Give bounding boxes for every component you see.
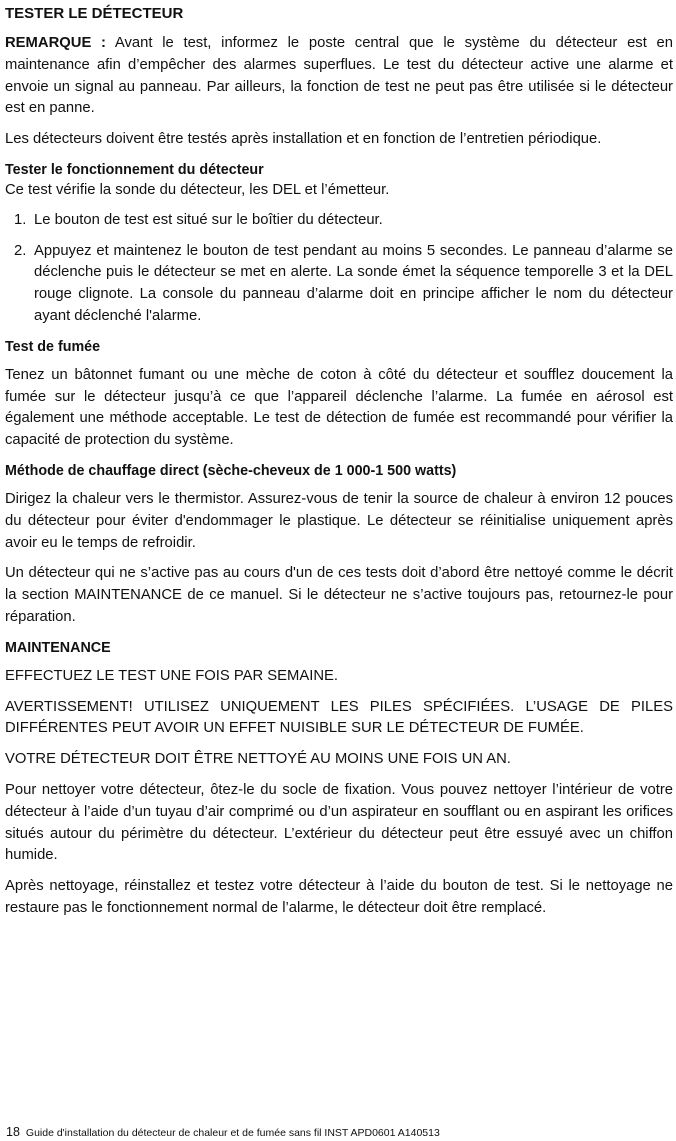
steps-list <box>5 210 673 328</box>
maintenance-yearly: VOTRE DÉTECTEUR DOIT ÊTRE NETTOYÉ AU MOINS UNE FOIS UN AN. <box>5 751 511 768</box>
heading-maintenance: MAINTENANCE <box>5 639 111 656</box>
heading-fonctionnement: Tester le fonctionnement du détecteur <box>5 161 264 178</box>
fonctionnement-lead: Ce test vérifie la sonde du détecteur, les DEL et l’émetteur. <box>5 181 390 198</box>
document-page <box>5 4 673 929</box>
list-item <box>5 210 673 232</box>
step-number: 1. <box>14 211 27 228</box>
remarque-label: REMARQUE : <box>5 35 106 51</box>
maintenance-weekly: EFFECTUEZ LE TEST UNE FOIS PAR SEMAINE. <box>5 667 338 684</box>
page-footer <box>6 1125 440 1140</box>
chauffage-paragraph: Dirigez la chaleur vers le thermistor. Assurez-vous de tenir la source de chaleur à environ 12 pouces du détecteur pour éviter d'endommager le plastique. Le détecteur se réinitialise uniquement après avoir eu le temps de refroidir. <box>5 490 673 551</box>
section-title-tester: TESTER LE DÉTECTEUR <box>5 5 184 22</box>
maintenance-after: Après nettoyage, réinstallez et testez votre détecteur à l’aide du bouton de test. Si le nettoyage ne restaure pas le fonctionnement normal de l’alarme, le détecteur doit être remplacé. <box>5 878 673 916</box>
fumee-paragraph: Tenez un bâtonnet fumant ou une mèche de coton à côté du détecteur et soufflez doucement la fumée sur le détecteur jusqu’à ce que l’appareil déclenche l’alarme. La fumée en aérosol est également une méthode acceptable. Le test de détection de fumée est recommandé pour vérifier la capacité de protection du système. <box>5 366 673 449</box>
footer-text: Guide d'installation du détecteur de chaleur et de fumée sans fil INST APD0601 A140513 <box>25 1127 440 1139</box>
maintenance-warning: AVERTISSEMENT! UTILISEZ UNIQUEMENT LES PILES SPÉCIFIÉES. L’USAGE DE PILES DIFFÉRENTES PEUT AVOIR UN EFFET NUISIBLE SUR LE DÉTECTEUR DE FUMÉE. <box>5 698 673 737</box>
step-text: Le bouton de test est situé sur le boîtier du détecteur. <box>34 211 383 228</box>
step-number: 2. <box>14 242 27 259</box>
remarque-text: Avant le test, informez le poste central que le système du détecteur est en maintenance afin d’empêcher des alarmes superflues. Le test du détecteur active une alarme et envoie un signal au panneau. Par ailleurs, la fonction de test ne peut pas être utilisée si le détecteur est en panne. <box>5 35 673 117</box>
intro-paragraph: Les détecteurs doivent être testés après installation et en fonction de l’entretien périodique. <box>5 131 602 148</box>
chauffage-followup: Un détecteur qui ne s’active pas au cours d'un de ces tests doit d’abord être nettoyé comme le décrit la section MAINTENANCE de ce manuel. Si le détecteur ne s’active toujours pas, retournez-le pour réparation. <box>5 565 673 625</box>
remarque-paragraph <box>5 33 673 120</box>
step-text: Appuyez et maintenez le bouton de test pendant au moins 5 secondes. Le panneau d’alarme se déclenche puis le détecteur se met en alerte. La sonde émet la séquence temporelle 3 et la DEL rouge clignote. La console du panneau d’alarme doit en principe afficher le nom du détecteur ayant déclenché l'alarme. <box>34 242 673 324</box>
list-item <box>5 241 673 328</box>
heading-chauffage: Méthode de chauffage direct (sèche-cheveux de 1 000-1 500 watts) <box>5 462 457 479</box>
maintenance-cleaning: Pour nettoyer votre détecteur, ôtez-le du socle de fixation. Vous pouvez nettoyer l’intérieur de votre détecteur à l’aide d’un tuyau d’air comprimé ou d’un aspirateur en soufflant ou en aspirant les orifices situés autour du périmètre du détecteur. L’extérieur du détecteur peut être essuyé avec un chiffon humide. <box>5 781 673 864</box>
page-number: 18 <box>6 1125 20 1139</box>
heading-fumee: Test de fumée <box>5 338 101 355</box>
